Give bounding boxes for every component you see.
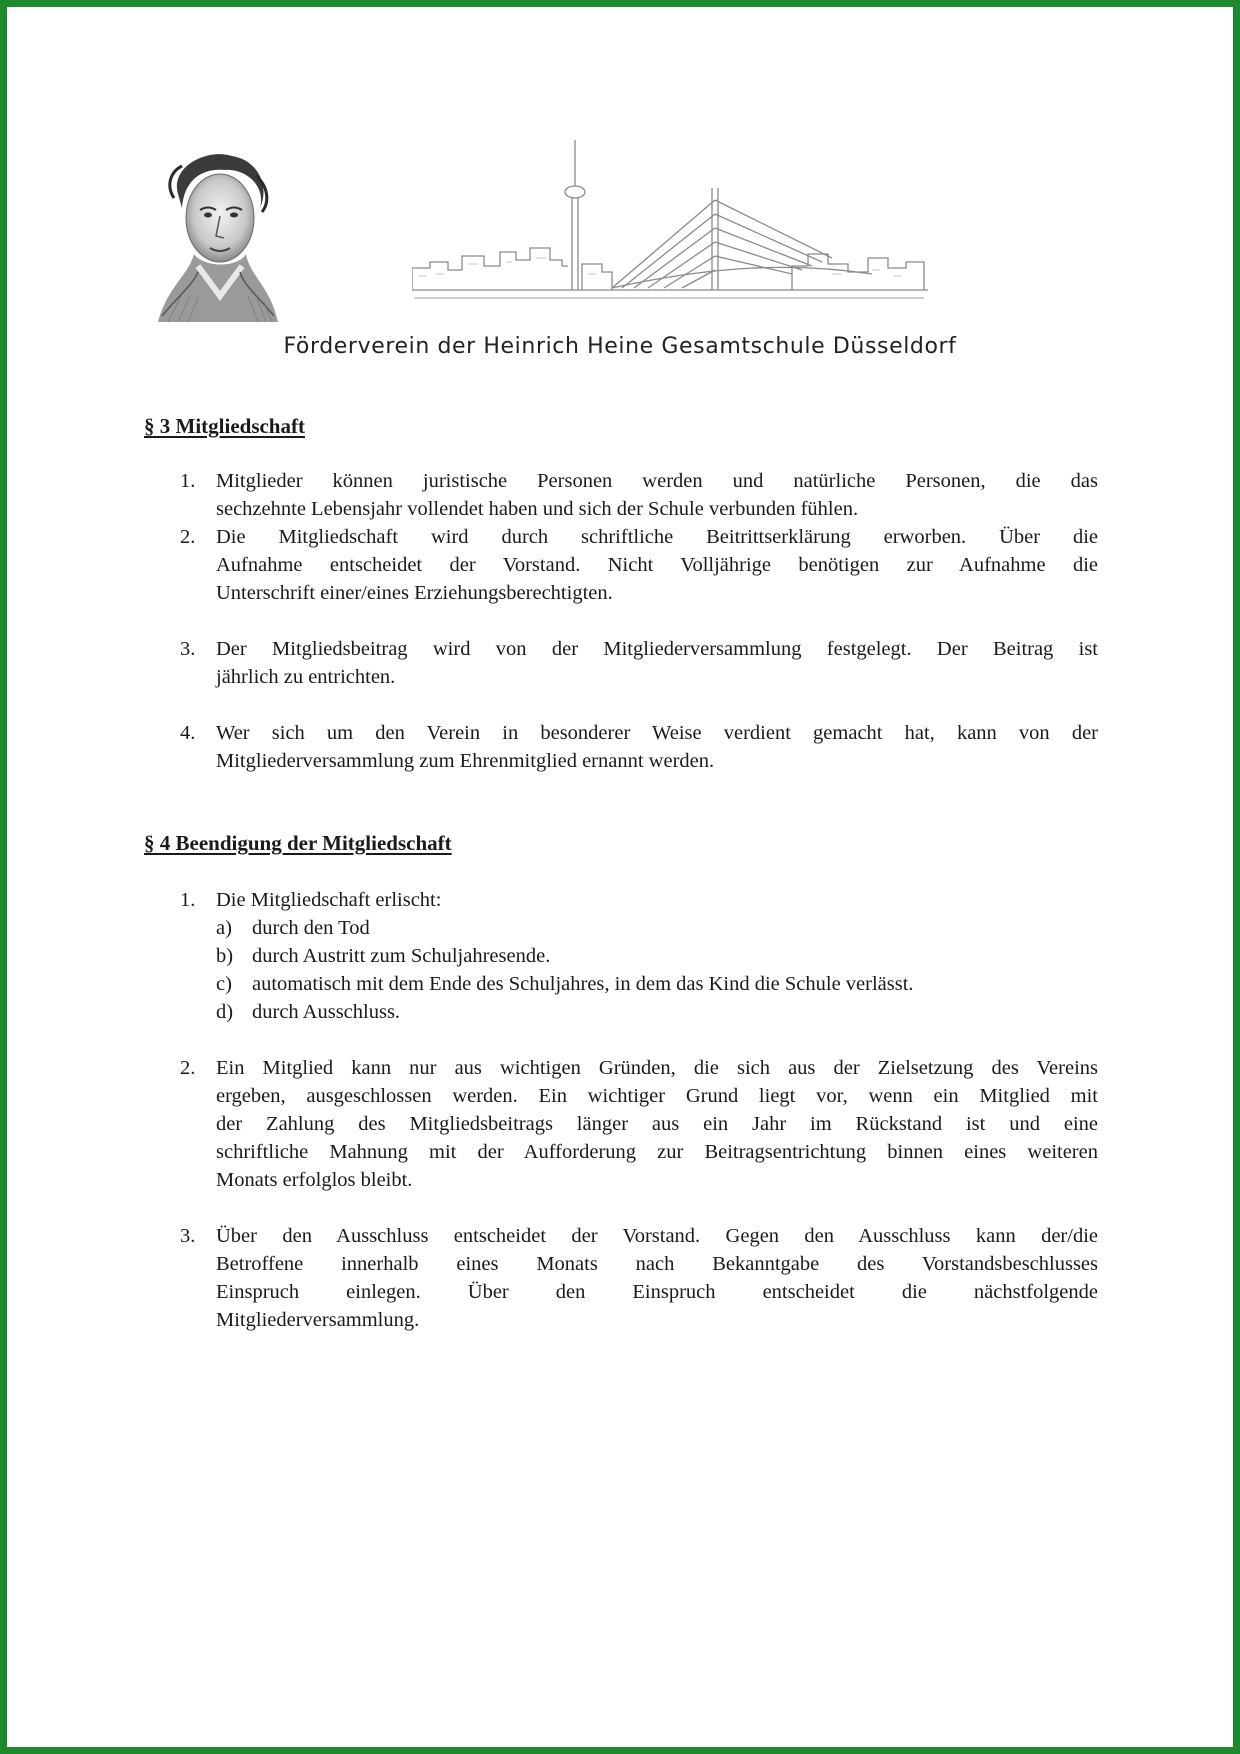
list-item [180, 1222, 1098, 1334]
sub-text: automatisch mit dem Ende des Schuljahres, in dem das Kind die Schule verlässt. [252, 973, 914, 995]
sub-item [180, 914, 1098, 942]
item-line: Die Mitgliedschaft wird durch schriftliche Beitrittserklärung erworben. Über die [216, 526, 1098, 548]
item-line: Monats erfolglos bleibt. [216, 1169, 413, 1191]
item-line: schriftliche Mahnung mit der Aufforderung zur Beitragsentrichtung binnen eines weiteren [216, 1141, 1098, 1163]
list-item [180, 523, 1098, 607]
list-item [180, 635, 1098, 691]
item-line: Der Mitgliedsbeitrag wird von der Mitgliederversammlung festgelegt. Der Beitrag ist [216, 638, 1098, 660]
item-line: Unterschrift einer/eines Erziehungsberechtigten. [216, 582, 613, 604]
item-line: ergeben, ausgeschlossen werden. Ein wichtiger Grund liegt vor, wenn ein Mitglied mit [216, 1085, 1098, 1107]
item-line: Die Mitgliedschaft erlischt: [216, 889, 442, 911]
item-number: 3. [180, 1225, 196, 1247]
item-number: 1. [180, 889, 196, 911]
sub-item [180, 970, 1098, 998]
item-line: der Zahlung des Mitgliedsbeitrags länger aus ein Jahr im Rückstand ist und eine [216, 1113, 1098, 1135]
item-number: 4. [180, 722, 196, 744]
item-line: Ein Mitglied kann nur aus wichtigen Gründen, die sich aus der Zielsetzung des Vereins [216, 1057, 1098, 1079]
org-title: Förderverein der Heinrich Heine Gesamtschule Düsseldorf [283, 334, 957, 359]
sub-letter: a) [216, 917, 232, 939]
sub-item [180, 998, 1098, 1026]
item-line: Mitgliederversammlung zum Ehrenmitglied ernannt werden. [216, 750, 715, 772]
portrait-icon [148, 146, 288, 324]
item-number: 2. [180, 1057, 196, 1079]
list-item [180, 1054, 1098, 1194]
sub-text: durch Austritt zum Schuljahresende. [252, 945, 551, 967]
section-heading-4: § 4 Beendigung der Mitgliedschaft [144, 831, 452, 855]
section-heading-3: § 3 Mitgliedschaft [144, 414, 305, 438]
list-item [180, 886, 1098, 914]
section4-list [180, 886, 1098, 1334]
item-line: Betroffene innerhalb eines Monats nach Bekanntgabe des Vorstandsbeschlusses [216, 1253, 1098, 1275]
item-line: Mitglieder können juristische Personen werden und natürliche Personen, die das [216, 470, 1098, 492]
item-line: Einspruch einlegen. Über den Einspruch entscheidet die nächstfolgende [216, 1281, 1098, 1303]
skyline-icon [412, 138, 928, 304]
sub-letter: c) [216, 973, 232, 995]
item-number: 2. [180, 526, 196, 548]
sub-letter: d) [216, 1001, 234, 1023]
item-line: Über den Ausschluss entscheidet der Vorstand. Gegen den Ausschluss kann der/die [216, 1225, 1098, 1247]
item-line: jährlich zu entrichten. [216, 666, 396, 688]
sub-item [180, 942, 1098, 970]
item-line: Aufnahme entscheidet der Vorstand. Nicht Volljährige benötigen zur Aufnahme die [216, 554, 1098, 576]
list-item [180, 467, 1098, 523]
list-item [180, 719, 1098, 775]
sub-text: durch Ausschluss. [252, 1001, 401, 1023]
item-number: 3. [180, 638, 196, 660]
section3-list [180, 467, 1098, 775]
item-line: Mitgliederversammlung. [216, 1309, 420, 1331]
sub-text: durch den Tod [252, 917, 370, 939]
item-line: sechzehnte Lebensjahr vollendet haben und sich der Schule verbunden fühlen. [216, 498, 859, 520]
item-number: 1. [180, 470, 196, 492]
sub-letter: b) [216, 945, 234, 967]
item-line: Wer sich um den Verein in besonderer Weise verdient gemacht hat, kann von der [216, 722, 1098, 744]
